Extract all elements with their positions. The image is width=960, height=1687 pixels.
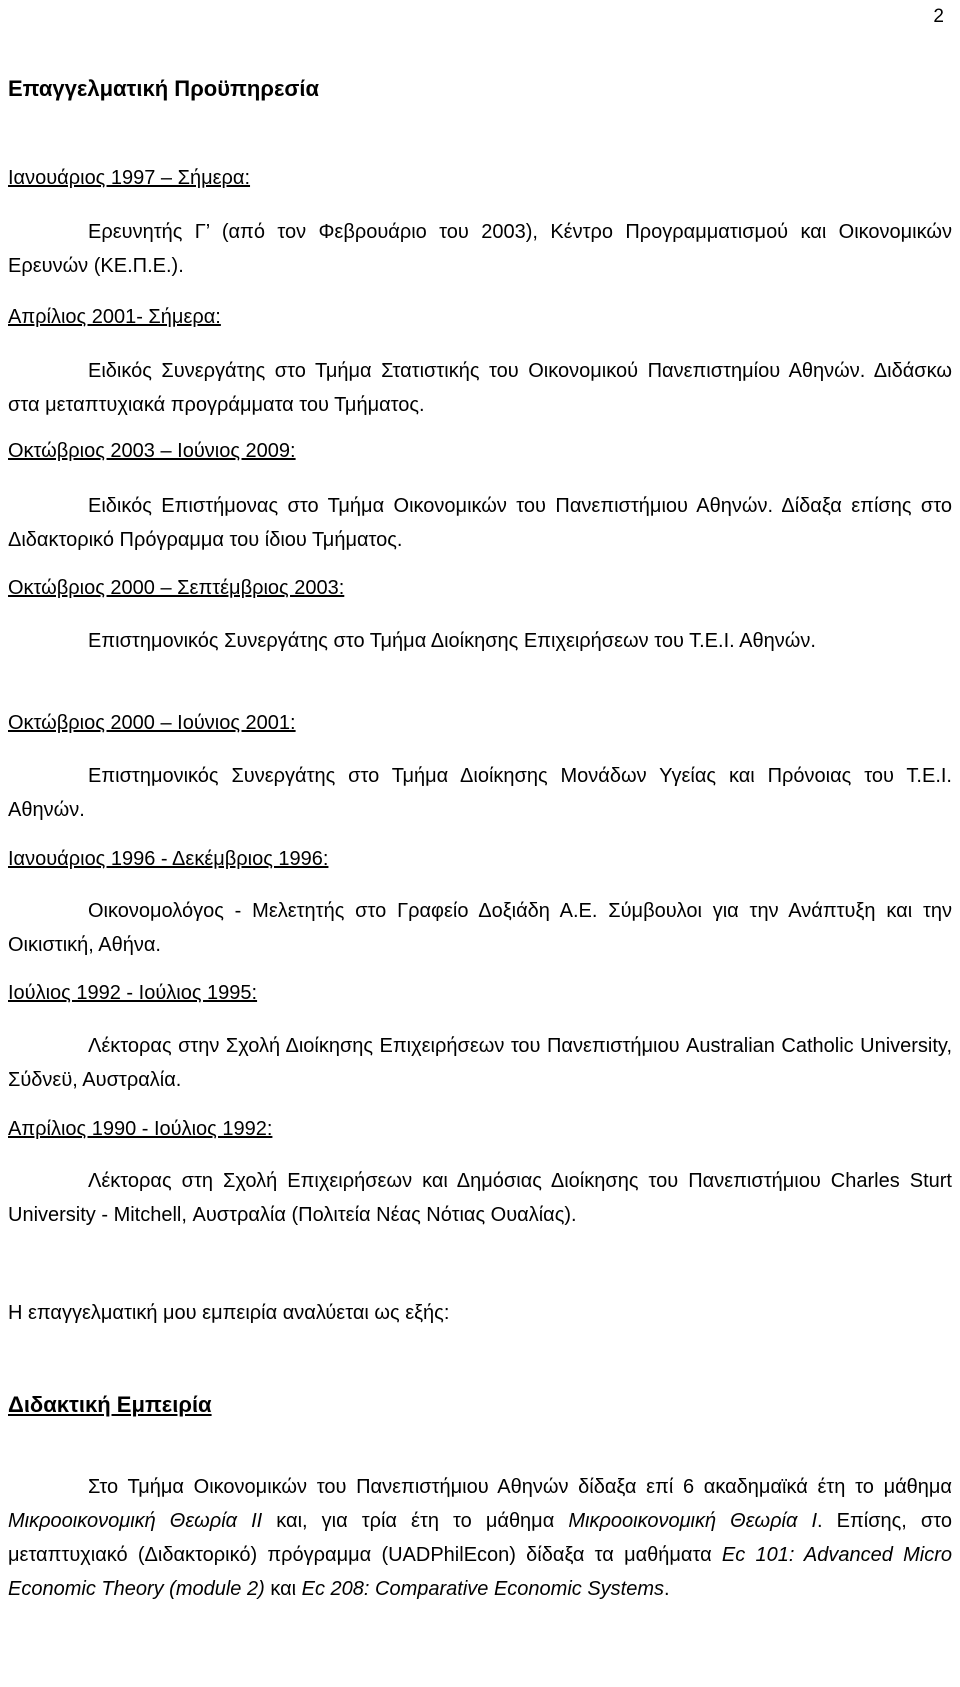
entry-text-content: Ειδικός Επιστήμονας στο Τμήμα Οικονομικών του Πανεπιστήμιου Αθηνών. Δίδαξα επίσης στο Διδακτορικό Πρόγραμμα του ίδιου Τμήματος. [8, 495, 952, 551]
entry-date: Ιανουάριος 1996 - Δεκέμβριος 1996: [8, 848, 329, 870]
teaching-text-4: και [264, 1578, 302, 1600]
teaching-text-1: Στο Τμήμα Οικονομικών του Πανεπιστήμιου Αθηνών δίδαξα επί 6 ακαδημαϊκά έτη το μάθημα [88, 1476, 952, 1498]
entry-text-content: Λέκτορας στην Σχολή Διοίκησης Επιχειρήσεων του Πανεπιστήμιου Australian Catholic University, Σύδνεϋ, Αυστραλία. [8, 1035, 952, 1091]
entry-text [8, 215, 952, 283]
entry-text-content: Ερευνητής Γ’ (από τον Φεβρουάριο του 2003), Κέντρο Προγραμματισμού και Οικονομικών Ερευνών (ΚΕ.Π.Ε.). [8, 221, 952, 277]
entry-text-content: Οικονομολόγος - Μελετητής στο Γραφείο Δοξιάδη Α.Ε. Σύμβουλοι για την Ανάπτυξη και την Οικιστική, Αθήνα. [8, 900, 952, 956]
entry-date: Απρίλιος 2001- Σήμερα: [8, 306, 221, 328]
page-number: 2 [933, 6, 944, 27]
entry-date: Οκτώβριος 2000 – Σεπτέμβριος 2003: [8, 577, 345, 599]
entry-date: Ιανουάριος 1997 – Σήμερα: [8, 167, 251, 189]
entry-text-content: Επιστημονικός Συνεργάτης στο Τμήμα Διοίκησης Επιχειρήσεων του Τ.Ε.Ι. Αθηνών. [88, 630, 816, 652]
entry-text-content: Επιστημονικός Συνεργάτης στο Τμήμα Διοίκησης Μονάδων Υγείας και Πρόνοιας του Τ.Ε.Ι. Αθηνών. [8, 765, 952, 821]
entry-text [8, 354, 952, 422]
entry-text [8, 1029, 952, 1097]
teaching-text-5: . [664, 1578, 670, 1600]
teaching-paragraph [8, 1470, 952, 1606]
entry-date: Ιούλιος 1992 - Ιούλιος 1995: [8, 982, 258, 1004]
entry-date: Οκτώβριος 2000 – Ιούνιος 2001: [8, 712, 296, 734]
teaching-title: Διδακτική Εμπειρία [8, 1392, 212, 1417]
teaching-text-2: και, για τρία έτη το μάθημα [262, 1510, 569, 1532]
entry-text [8, 624, 952, 658]
entry-text [8, 489, 952, 557]
entry-text-content: Ειδικός Συνεργάτης στο Τμήμα Στατιστικής του Οικονομικού Πανεπιστημίου Αθηνών. Διδάσκω στα μεταπτυχιακά προγράμματα του Τμήματος. [8, 360, 952, 416]
entry-text [8, 894, 952, 962]
entry-date: Οκτώβριος 2003 – Ιούνιος 2009: [8, 440, 296, 462]
entry-text-content: Λέκτορας στη Σχολή Επιχειρήσεων και Δημόσιας Διοίκησης του Πανεπιστήμιου Charles Sturt University - Mitchell, Αυστραλία (Πολιτεία Νέας Νότιας Ουαλίας). [8, 1170, 952, 1226]
course-ec208: Ec 208: Comparative Economic Systems [301, 1578, 665, 1600]
entry-date: Απρίλιος 1990 - Ιούλιος 1992: [8, 1118, 273, 1140]
entry-text [8, 1164, 952, 1232]
section-title: Επαγγελματική Προϋπηρεσία [8, 76, 320, 101]
teaching-text-3: . Επίσης, στο μεταπτυχιακό (Διδακτορικό) πρόγραμμα (UADPhilEcon) δίδαξα τα μαθήματα [8, 1510, 953, 1566]
entry-text [8, 759, 952, 827]
course-micro-theory-1: Μικροοικονομική Θεωρία Ι [568, 1510, 817, 1532]
course-micro-theory-2: Μικροοικονομική Θεωρία ΙΙ [8, 1510, 263, 1532]
course-ec101: Ec 101: Advanced Micro Economic Theory (module 2) [8, 1544, 952, 1600]
intro-sentence: Η επαγγελματική μου εμπειρία αναλύεται ως εξής: [8, 1302, 450, 1324]
